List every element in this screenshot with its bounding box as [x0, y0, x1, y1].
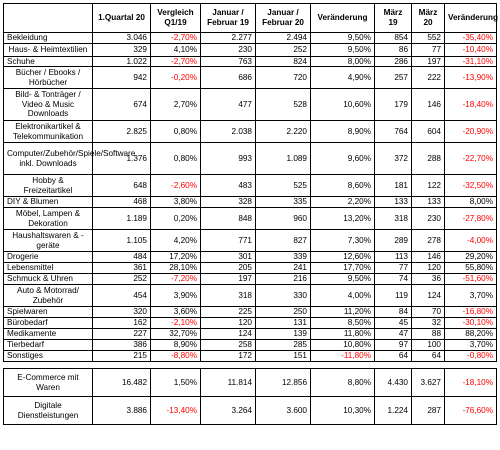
cell-maerz-19: 372: [375, 143, 412, 175]
cell-veraenderung-1: 17,70%: [311, 263, 375, 274]
cell-category: Haus- & Heimtextilien: [4, 43, 93, 56]
cell-veraenderung-1: 8,60%: [311, 175, 375, 197]
cell-maerz-19: 4.430: [375, 369, 412, 397]
cell-category: E-Commerce mit Waren: [4, 369, 93, 397]
cell-jan-feb-20: 250: [256, 307, 311, 318]
table-summary: [4, 362, 497, 425]
cell-jan-feb-19: 301: [201, 252, 256, 263]
cell-maerz-20: 32: [412, 318, 445, 329]
cell-maerz-19: 179: [375, 89, 412, 121]
table-row: [4, 33, 497, 44]
table-row: [4, 43, 497, 56]
cell-category: Lebensmittel: [4, 263, 93, 274]
cell-jan-feb-19: 205: [201, 263, 256, 274]
cell-veraenderung-2: -18,40%: [445, 89, 497, 121]
cell-category: Hobby & Freizeitartikel: [4, 175, 93, 197]
cell-vergleich-q1-19: 2,70%: [151, 89, 201, 121]
cell-maerz-20: 146: [412, 89, 445, 121]
cell-maerz-20: 88: [412, 329, 445, 340]
cell-category: Auto & Motorrad/ Zubehör: [4, 285, 93, 307]
cell-maerz-19: 84: [375, 307, 412, 318]
cell-q1-20: 1.189: [93, 208, 151, 230]
cell-jan-feb-20: 824: [256, 56, 311, 67]
cell-category: DIY & Blumen: [4, 197, 93, 208]
cell-maerz-20: 133: [412, 197, 445, 208]
table-row: [4, 340, 497, 351]
cell-maerz-19: 74: [375, 274, 412, 285]
cell-veraenderung-1: 4,90%: [311, 67, 375, 89]
cell-q1-20: 227: [93, 329, 151, 340]
cell-vergleich-q1-19: 17,20%: [151, 252, 201, 263]
table-row: [4, 351, 497, 362]
cell-veraenderung-2: -20,90%: [445, 121, 497, 143]
cell-veraenderung-1: 8,00%: [311, 56, 375, 67]
cell-veraenderung-2: -32,50%: [445, 175, 497, 197]
cell-vergleich-q1-19: 4,10%: [151, 43, 201, 56]
cell-jan-feb-20: 3.600: [256, 397, 311, 425]
header-maerz-20: März 20: [412, 4, 445, 33]
cell-q1-20: 468: [93, 197, 151, 208]
cell-maerz-19: 119: [375, 285, 412, 307]
cell-veraenderung-2: -76,60%: [445, 397, 497, 425]
cell-q1-20: 329: [93, 43, 151, 56]
cell-vergleich-q1-19: -2,70%: [151, 33, 201, 44]
header-jan-feb-20: Januar / Februar 20: [256, 4, 311, 33]
cell-maerz-19: 318: [375, 208, 412, 230]
cell-jan-feb-19: 230: [201, 43, 256, 56]
cell-jan-feb-19: 686: [201, 67, 256, 89]
cell-veraenderung-2: 3,70%: [445, 340, 497, 351]
cell-maerz-20: 146: [412, 252, 445, 263]
cell-veraenderung-1: -11,80%: [311, 351, 375, 362]
cell-veraenderung-1: 9,60%: [311, 143, 375, 175]
cell-jan-feb-19: 2.277: [201, 33, 256, 44]
cell-maerz-20: 36: [412, 274, 445, 285]
cell-jan-feb-19: 993: [201, 143, 256, 175]
cell-jan-feb-19: 197: [201, 274, 256, 285]
cell-veraenderung-1: 13,20%: [311, 208, 375, 230]
ecommerce-table-wrapper: [3, 3, 497, 425]
cell-veraenderung-1: 7,30%: [311, 230, 375, 252]
cell-veraenderung-2: 3,70%: [445, 285, 497, 307]
cell-jan-feb-19: 763: [201, 56, 256, 67]
cell-maerz-19: 113: [375, 252, 412, 263]
cell-vergleich-q1-19: 3,60%: [151, 307, 201, 318]
cell-jan-feb-19: 483: [201, 175, 256, 197]
cell-jan-feb-20: 525: [256, 175, 311, 197]
table-row: [4, 369, 497, 397]
cell-jan-feb-20: 2.494: [256, 33, 311, 44]
cell-veraenderung-1: 10,60%: [311, 89, 375, 121]
cell-jan-feb-20: 339: [256, 252, 311, 263]
cell-maerz-19: 854: [375, 33, 412, 44]
header-maerz-19: März 19: [375, 4, 412, 33]
cell-q1-20: 942: [93, 67, 151, 89]
cell-category: Schmuck & Uhren: [4, 274, 93, 285]
cell-maerz-20: 77: [412, 43, 445, 56]
cell-jan-feb-20: 139: [256, 329, 311, 340]
cell-category: Computer/Zubehör/Spiele/Software inkl. Downloads: [4, 143, 93, 175]
cell-maerz-20: 552: [412, 33, 445, 44]
header-row: [4, 4, 497, 33]
cell-vergleich-q1-19: -8,80%: [151, 351, 201, 362]
header-veraenderung-2: Veränderung: [445, 4, 497, 33]
separator-row: [4, 362, 497, 369]
cell-jan-feb-20: 1.089: [256, 143, 311, 175]
cell-q1-20: 16.482: [93, 369, 151, 397]
cell-jan-feb-19: 11.814: [201, 369, 256, 397]
cell-q1-20: 252: [93, 274, 151, 285]
cell-category: Elektronikartikel & Telekommunikation: [4, 121, 93, 143]
cell-category: Digitale Dienstleistungen: [4, 397, 93, 425]
table-row: [4, 208, 497, 230]
cell-maerz-19: 764: [375, 121, 412, 143]
cell-category: Tierbedarf: [4, 340, 93, 351]
header-veraenderung-1: Veränderung: [311, 4, 375, 33]
table-row: [4, 307, 497, 318]
cell-category: Spielwaren: [4, 307, 93, 318]
cell-jan-feb-20: 151: [256, 351, 311, 362]
cell-maerz-19: 47: [375, 329, 412, 340]
cell-veraenderung-1: 8,90%: [311, 121, 375, 143]
table-row: [4, 197, 497, 208]
table-row: [4, 252, 497, 263]
cell-category: Bild- & Tonträger / Video & Music Downloads: [4, 89, 93, 121]
cell-vergleich-q1-19: -2,10%: [151, 318, 201, 329]
cell-category: Haushaltswaren & -geräte: [4, 230, 93, 252]
cell-vergleich-q1-19: 0,80%: [151, 143, 201, 175]
cell-vergleich-q1-19: -13,40%: [151, 397, 201, 425]
cell-veraenderung-1: 4,00%: [311, 285, 375, 307]
cell-vergleich-q1-19: 32,70%: [151, 329, 201, 340]
cell-veraenderung-2: 8,00%: [445, 197, 497, 208]
cell-jan-feb-19: 328: [201, 197, 256, 208]
cell-veraenderung-2: -0,80%: [445, 351, 497, 362]
cell-veraenderung-2: -10,40%: [445, 43, 497, 56]
cell-maerz-19: 45: [375, 318, 412, 329]
cell-maerz-19: 257: [375, 67, 412, 89]
cell-veraenderung-2: -27,80%: [445, 208, 497, 230]
cell-maerz-20: 197: [412, 56, 445, 67]
cell-jan-feb-20: 216: [256, 274, 311, 285]
cell-maerz-20: 288: [412, 143, 445, 175]
cell-maerz-20: 70: [412, 307, 445, 318]
cell-q1-20: 454: [93, 285, 151, 307]
table-row: [4, 67, 497, 89]
cell-maerz-20: 3.627: [412, 369, 445, 397]
cell-veraenderung-1: 8,50%: [311, 318, 375, 329]
cell-vergleich-q1-19: 0,20%: [151, 208, 201, 230]
cell-q1-20: 361: [93, 263, 151, 274]
cell-vergleich-q1-19: 4,20%: [151, 230, 201, 252]
header-q1-20: 1.Quartal 20: [93, 4, 151, 33]
cell-veraenderung-1: 2,20%: [311, 197, 375, 208]
cell-category: Möbel, Lampen & Dekoration: [4, 208, 93, 230]
cell-maerz-20: 604: [412, 121, 445, 143]
cell-maerz-19: 286: [375, 56, 412, 67]
cell-jan-feb-20: 528: [256, 89, 311, 121]
cell-jan-feb-19: 225: [201, 307, 256, 318]
cell-q1-20: 3.046: [93, 33, 151, 44]
cell-maerz-19: 289: [375, 230, 412, 252]
cell-veraenderung-1: 12,60%: [311, 252, 375, 263]
cell-jan-feb-19: 124: [201, 329, 256, 340]
cell-jan-feb-20: 960: [256, 208, 311, 230]
cell-veraenderung-2: 55,80%: [445, 263, 497, 274]
cell-category: Bekleidung: [4, 33, 93, 44]
cell-q1-20: 1.022: [93, 56, 151, 67]
cell-jan-feb-20: 285: [256, 340, 311, 351]
cell-category: Bücher / Ebooks / Hörbücher: [4, 67, 93, 89]
table-row: [4, 263, 497, 274]
cell-veraenderung-2: -22,70%: [445, 143, 497, 175]
cell-vergleich-q1-19: 1,50%: [151, 369, 201, 397]
cell-maerz-20: 64: [412, 351, 445, 362]
cell-maerz-19: 86: [375, 43, 412, 56]
cell-jan-feb-20: 720: [256, 67, 311, 89]
cell-q1-20: 162: [93, 318, 151, 329]
cell-maerz-20: 278: [412, 230, 445, 252]
cell-vergleich-q1-19: 8,90%: [151, 340, 201, 351]
table-row: [4, 175, 497, 197]
cell-jan-feb-20: 252: [256, 43, 311, 56]
cell-q1-20: 215: [93, 351, 151, 362]
cell-jan-feb-19: 2.038: [201, 121, 256, 143]
cell-veraenderung-1: 9,50%: [311, 43, 375, 56]
cell-category: Medikamente: [4, 329, 93, 340]
cell-jan-feb-19: 120: [201, 318, 256, 329]
cell-q1-20: 674: [93, 89, 151, 121]
cell-maerz-19: 77: [375, 263, 412, 274]
table-row: [4, 230, 497, 252]
cell-jan-feb-19: 258: [201, 340, 256, 351]
cell-vergleich-q1-19: 3,90%: [151, 285, 201, 307]
table-row: [4, 274, 497, 285]
ecommerce-table: [3, 3, 497, 425]
cell-maerz-20: 287: [412, 397, 445, 425]
cell-category: Bürobedarf: [4, 318, 93, 329]
cell-veraenderung-2: -4,00%: [445, 230, 497, 252]
cell-veraenderung-2: -18,10%: [445, 369, 497, 397]
cell-veraenderung-1: 8,80%: [311, 369, 375, 397]
cell-maerz-20: 122: [412, 175, 445, 197]
separator-cell: [4, 362, 497, 369]
cell-q1-20: 320: [93, 307, 151, 318]
cell-maerz-20: 124: [412, 285, 445, 307]
table-row: [4, 56, 497, 67]
cell-maerz-19: 64: [375, 351, 412, 362]
cell-vergleich-q1-19: -0,20%: [151, 67, 201, 89]
cell-veraenderung-1: 9,50%: [311, 274, 375, 285]
cell-jan-feb-20: 2.220: [256, 121, 311, 143]
cell-jan-feb-20: 330: [256, 285, 311, 307]
cell-jan-feb-19: 771: [201, 230, 256, 252]
cell-q1-20: 2.825: [93, 121, 151, 143]
table-row: [4, 89, 497, 121]
table-row: [4, 397, 497, 425]
cell-jan-feb-20: 241: [256, 263, 311, 274]
cell-category: Sonstiges: [4, 351, 93, 362]
cell-maerz-20: 100: [412, 340, 445, 351]
cell-veraenderung-2: -30,10%: [445, 318, 497, 329]
cell-veraenderung-2: -13,90%: [445, 67, 497, 89]
cell-jan-feb-19: 3.264: [201, 397, 256, 425]
cell-vergleich-q1-19: -7,20%: [151, 274, 201, 285]
cell-veraenderung-2: -51,60%: [445, 274, 497, 285]
cell-jan-feb-20: 827: [256, 230, 311, 252]
cell-maerz-19: 97: [375, 340, 412, 351]
cell-veraenderung-1: 10,80%: [311, 340, 375, 351]
table-row: [4, 318, 497, 329]
cell-maerz-19: 1.224: [375, 397, 412, 425]
cell-veraenderung-2: -31,10%: [445, 56, 497, 67]
cell-veraenderung-1: 11,20%: [311, 307, 375, 318]
cell-veraenderung-2: 29,20%: [445, 252, 497, 263]
table-row: [4, 121, 497, 143]
cell-vergleich-q1-19: 28,10%: [151, 263, 201, 274]
cell-jan-feb-20: 12.856: [256, 369, 311, 397]
cell-vergleich-q1-19: -2,70%: [151, 56, 201, 67]
cell-jan-feb-19: 477: [201, 89, 256, 121]
cell-jan-feb-19: 318: [201, 285, 256, 307]
header-category: [4, 4, 93, 33]
cell-q1-20: 3.886: [93, 397, 151, 425]
cell-veraenderung-2: -16,80%: [445, 307, 497, 318]
header-jan-feb-19: Januar / Februar 19: [201, 4, 256, 33]
cell-q1-20: 1.105: [93, 230, 151, 252]
table-row: [4, 285, 497, 307]
cell-q1-20: 1.376: [93, 143, 151, 175]
cell-maerz-20: 120: [412, 263, 445, 274]
cell-vergleich-q1-19: -2,60%: [151, 175, 201, 197]
table-row: [4, 329, 497, 340]
table-body: [4, 33, 497, 362]
cell-veraenderung-2: -35,40%: [445, 33, 497, 44]
cell-category: Drogerie: [4, 252, 93, 263]
cell-jan-feb-19: 848: [201, 208, 256, 230]
cell-jan-feb-20: 335: [256, 197, 311, 208]
cell-q1-20: 386: [93, 340, 151, 351]
cell-veraenderung-1: 11,80%: [311, 329, 375, 340]
cell-veraenderung-1: 10,30%: [311, 397, 375, 425]
cell-maerz-19: 133: [375, 197, 412, 208]
table-row: [4, 143, 497, 175]
cell-q1-20: 648: [93, 175, 151, 197]
cell-q1-20: 484: [93, 252, 151, 263]
cell-maerz-20: 230: [412, 208, 445, 230]
cell-category: Schuhe: [4, 56, 93, 67]
cell-maerz-20: 222: [412, 67, 445, 89]
cell-vergleich-q1-19: 0,80%: [151, 121, 201, 143]
cell-veraenderung-1: 9,50%: [311, 33, 375, 44]
cell-veraenderung-2: 88,20%: [445, 329, 497, 340]
cell-jan-feb-19: 172: [201, 351, 256, 362]
cell-jan-feb-20: 131: [256, 318, 311, 329]
header-vergleich-q1-19: Vergleich Q1/19: [151, 4, 201, 33]
cell-maerz-19: 181: [375, 175, 412, 197]
cell-vergleich-q1-19: 3,80%: [151, 197, 201, 208]
